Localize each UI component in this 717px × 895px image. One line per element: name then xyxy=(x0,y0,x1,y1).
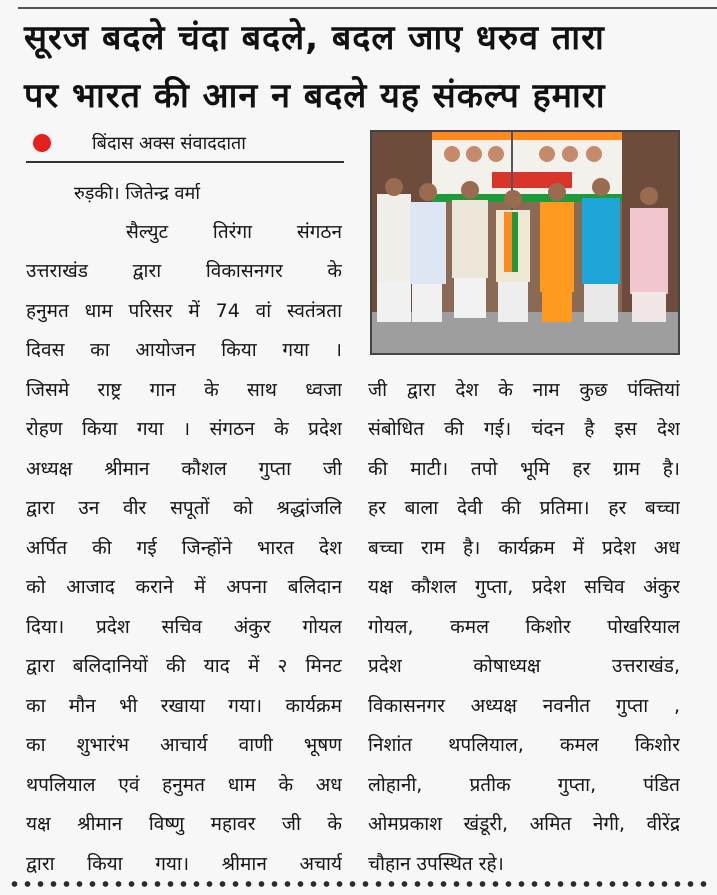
text-line: विकासनगर अध्यक्ष नवनीत गुप्ता , xyxy=(368,695,680,717)
text-line: जी द्वारा देश के नाम कुछ पंक्तियां xyxy=(368,379,680,401)
text-line: यक्ष कौशल गुप्ता, प्रदेश सचिव अंकुर xyxy=(368,576,680,598)
text-line: गोयल, कमल किशोर पोखरियाल xyxy=(368,616,680,638)
text-line: का मौन भी रखाया गया। कार्यक्रम xyxy=(26,695,342,717)
text-line: थपलियाल एवं हनुमत धाम के अध xyxy=(26,774,342,796)
text-line: उत्तराखंड द्वारा विकासनगर के xyxy=(26,260,342,282)
article-column-right xyxy=(368,376,680,876)
text-line: हर बाला देवी की प्रतिमा। हर बच्चा xyxy=(368,497,680,519)
dateline: रुड़की। जितेन्द्र वर्मा xyxy=(74,183,200,204)
event-photo-illustration xyxy=(372,132,678,353)
text-line: सैल्युट तिरंगा संगठन xyxy=(126,221,342,243)
bottom-dotted-border xyxy=(8,880,709,888)
text-line: लोहानी, प्रतीक गुप्ता, पंडित xyxy=(368,774,680,796)
top-rule xyxy=(18,0,717,9)
red-dot-icon xyxy=(33,134,51,152)
text-line: चौहान उपस्थित रहे। xyxy=(368,853,504,875)
text-line: निशांत थपलियाल, कमल किशोर xyxy=(368,734,680,756)
text-line: प्रदेश कोषाध्यक्ष उत्तराखंड, xyxy=(368,655,680,677)
text-line: का शुभारंभ आचार्य वाणी भूषण xyxy=(26,734,342,756)
text-line: जिसमे राष्ट्र गान के साथ ध्वजा xyxy=(26,379,342,401)
text-line: को आजाद कराने में अपना बलिदान xyxy=(26,576,342,598)
text-line: दिया। प्रदेश सचिव अंकुर गोयल xyxy=(26,616,342,638)
text-line: रोहण किया गया । संगठन के प्रदेश xyxy=(26,418,342,440)
text-line: हनुमत धाम परिसर में 74 वां स्वतंत्रता xyxy=(26,300,342,322)
text-line: संबोधित की गई। चंदन है इस देश xyxy=(368,418,680,440)
text-line: द्वारा किया गया। श्रीमान अचार्य xyxy=(26,853,342,875)
text-line: द्वारा उन वीर सपूतों को श्रद्धांजलि xyxy=(26,497,342,519)
text-line: ओमप्रकाश खंडूरी, अमित नेगी, वीरेंद्र xyxy=(368,813,680,835)
event-photo xyxy=(370,130,680,355)
headline-line-2: पर भारत की आन न बदले यह संकल्प हमारा xyxy=(24,76,606,116)
text-line: अध्यक्ष श्रीमान कौशल गुप्ता जी xyxy=(26,458,342,480)
text-line: द्वारा बलिदानियों की याद में २ मिनट xyxy=(26,655,342,677)
article-column-left xyxy=(26,218,342,878)
text-line: बच्चा राम है। कार्यक्रम में प्रदेश अध xyxy=(368,537,680,559)
text-line: अर्पित की गई जिन्होंने भारत देश xyxy=(26,537,342,559)
text-line: यक्ष श्रीमान विष्णु महावर जी के xyxy=(26,813,342,835)
text-line: की माटी। तपो भूमि हर ग्राम है। xyxy=(368,458,680,480)
byline: बिंदास अक्स संवाददाता xyxy=(92,133,246,154)
byline-divider xyxy=(26,161,344,163)
text-line: दिवस का आयोजन किया गया । xyxy=(26,339,342,361)
headline-line-1: सूरज बदले चंदा बदले, बदल जाए धरुव तारा xyxy=(24,18,605,58)
